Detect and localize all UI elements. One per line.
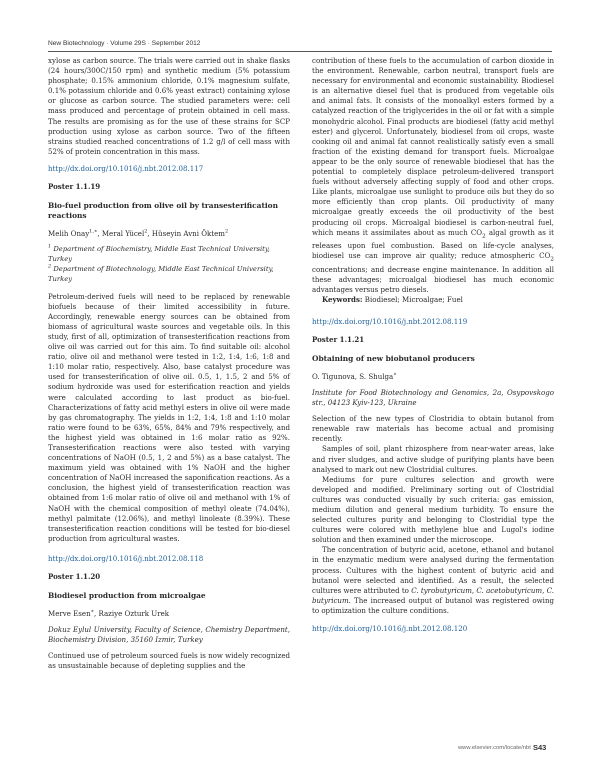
poster-1-1-20 — [48, 572, 290, 671]
continuation-text: xylose as carbon source. The trials were carried out in shake flasks (24 hours/300C/150 rpm) and synthetic medium (5% potassium phosphate; 0.15% ammonium chloride, 0.1% magnesium sulfate, 0.1% potassium chloride and 0.6% yeast extract) containing xylose or glucose as carbon source. The studied parameters were: cell mass produced and percentage of protein obtained in cell mass. The results are promising as for the use of these strains for SCP production using xylose as carbon source. Two of the fifteen strains studied reached concentrations of 1.2 g/l of cell mass with 52% of protein concentration in this mass. — [48, 56, 290, 156]
poster-abstract-para: Selection of the new types of Clostridia to obtain butanol from renewable raw materials has become actual and promising recently. — [312, 414, 554, 444]
page-number: S43 — [533, 743, 547, 752]
poster-authors: Merve Esen∗, Raziye Ozturk Urek — [48, 608, 170, 619]
poster-number: Poster 1.1.19 — [48, 182, 101, 192]
poster-affiliation: $^1$ Department of Biochemistry, Middle East Technical University, Turkey — [48, 243, 270, 263]
poster-1-1-21 — [312, 335, 554, 616]
poster-abstract-para: The concentration of butyric acid, acetone, ethanol and butanol in the enzymatic medium were analysed during the fermentation process. Cultures with the highest content of butyric acid and butanol were selected and identified. As a result, the selected cultures were attributed to C. tyrobutyricum, C. acetobutyricum, C. butyricum. The increased output of butanol was registered owing to optimization the culture conditions. — [312, 545, 555, 615]
poster-abstract-para: Mediums for pure cultures selection and growth were developed and modified. Preliminary sorting out of Clostridial cultures was conducted visually by such criteria: gas emission, medium dilution and general medium turbidity. To ensure the selected cultures purity and belonging to Clostridial type the cultures were colored with methylene blue and Lugol's iodine solution and then examined under the microscope. — [312, 474, 554, 545]
poster-authors: Melih Onay$^{1,∗}$, Meral Yücel$^2$, Hüseyin Avni Öktem$^2$ — [48, 228, 229, 239]
poster-abstract: Continued use of petroleum sourced fuels is now widely recognized as unsustainable because of depleting supplies and the — [48, 651, 291, 671]
continuation-text: contribution of these fuels to the accumulation of carbon dioxide in the environment. Renewable, carbon neutral, transport fuels are necessary for environmental and economic sustainability. Biodiesel is an alternative diesel fuel that is produced from vegetable oils and animal fats. It consists of the monoalkyl esters formed by a catalyzed reaction of the triglycerides in the oil or fat with a simple monohydric alcohol. Final products are biodiesel (fatty acid methyl ester) and glycerol. Unfortunately, biodiesel from oil crops, waste cooking oil and animal fat cannot realistically satisfy even a small fraction of the existing demand for transport fuels. Microalgae appear to be the only source of renewable biodiesel that has the potential to completely displace petroleum-delivered transport fuels without adversely affecting supply of food and other crops. Like plants, microalgae use sunlight to produce oils but they do so more efficiently than crop plants. Oil productivity of many microalgae greatly exceeds the oil productivity of the best producing oil crops. Microalgal biodiesel is carbon-neutral fuel, which means it assimilates about as much $CO_2$ algal growth as it releases upon fuel combustion. Based on life-cycle analyses, biodiesel use can improve air quality; reduce atmospheric $CO_2$ concentrations; and decrease engine maintenance. In addition all these advantages; microalgal biodiesel has much economic advantages versus petro diesels. — [312, 56, 554, 294]
doi-link[interactable]: http://dx.doi.org/10.1016/j.nbt.2012.08.120 — [312, 624, 468, 634]
doi-link[interactable]: http://dx.doi.org/10.1016/j.nbt.2012.08.117 — [48, 163, 204, 173]
poster-authors: O. Tigunova, S. Shulga∗ — [312, 371, 397, 382]
keywords: Keywords: Biodiesel; Microalgae; Fuel — [322, 294, 463, 304]
poster-number: Poster 1.1.21 — [312, 335, 365, 345]
doi-link[interactable]: http://dx.doi.org/10.1016/j.nbt.2012.08.118 — [48, 553, 204, 563]
left-column — [48, 56, 290, 671]
running-head: New Biotechnology · Volume 29S · September 2012 — [48, 40, 201, 47]
poster-1-1-19 — [48, 182, 290, 544]
poster-title: Obtaining of new biobutanol producers — [312, 354, 475, 364]
right-column — [312, 56, 554, 634]
poster-number: Poster 1.1.20 — [48, 572, 101, 582]
doi-link[interactable]: http://dx.doi.org/10.1016/j.nbt.2012.08.119 — [312, 317, 468, 327]
poster-abstract-para: Samples of soil, plant rhizosphere from near-water areas, lake and river sludges, and active sludge of purifying plants have been analysed to mark out new Clostridial cultures. — [312, 444, 554, 474]
poster-affiliation: $^2$ Department of Biotechnology, Middle East Technical University, Turkey — [48, 264, 274, 283]
header-rule — [48, 51, 552, 52]
poster-abstract: Petroleum-derived fuels will need to be replaced by renewable biofuels because of their limited accessibility in future. Accordingly, renewable energy sources can be obtained from biomass of agricultural waste sources and vegetable oils. In this study, first of all, optimization of transesterification reactions from olive oil was carried out for this aim. To find suitable oil: alcohol ratio, olive oil and methanol were tested in 1:2, 1:4, 1:6, 1:8 and 1:10 molar ratio, respectively. Also, base catalyst procedure was used for transesterification of olive oil. 0.5, 1, 1.5, 2 and 5% of sodium hydroxide was used for esterification reaction and yields were calculated according to last product as bio-fuel. Characterizations of fatty acid methyl esters in olive oil were made by gas chromatography. The yields in 1:2, 1:4, 1:8 and 1:10 molar ratio were found to be 63%, 65%, 84% and 79% respectively, and the highest yield was obtained in 1:6 molar ratio as 92%. Transesterification reactions were also tested with varying concentrations of NaOH (0.5, 1, 2 and 5%) as a base catalyst. The maximum yield was obtained with 1% NaOH and the higher concentration of NaOH increased the saponification reactions. As a conclusion, the highest yield of transesterification reaction was obtained from 1:6 molar ratio of olive oil and methanol with 1% of NaOH with the chemical composition of methyl oleate (74.04%), methyl palmitate (12.06%), and methyl linoleate (8.39%). These transesterification reaction conditions will be tested for bio-diesel production from agricultural wastes. — [48, 291, 290, 543]
poster-title: Biodiesel production from microalgae — [48, 591, 206, 601]
poster-affiliation: Institute for Food Biotechnology and Genomics, 2a, Osypovskogo str., 04123 Kyiv-123, Ukraine — [312, 388, 554, 407]
poster-title: Bio-fuel production from olive oil by transesterification reactions — [48, 201, 278, 221]
poster-affiliation: Dokuz Eylul University, Faculty of Science, Chemistry Department, Biochemistry Division, 35160 Izmir, Turkey — [48, 625, 290, 644]
footer-url[interactable]: www.elsevier.com/locate/nbt — [458, 745, 531, 751]
